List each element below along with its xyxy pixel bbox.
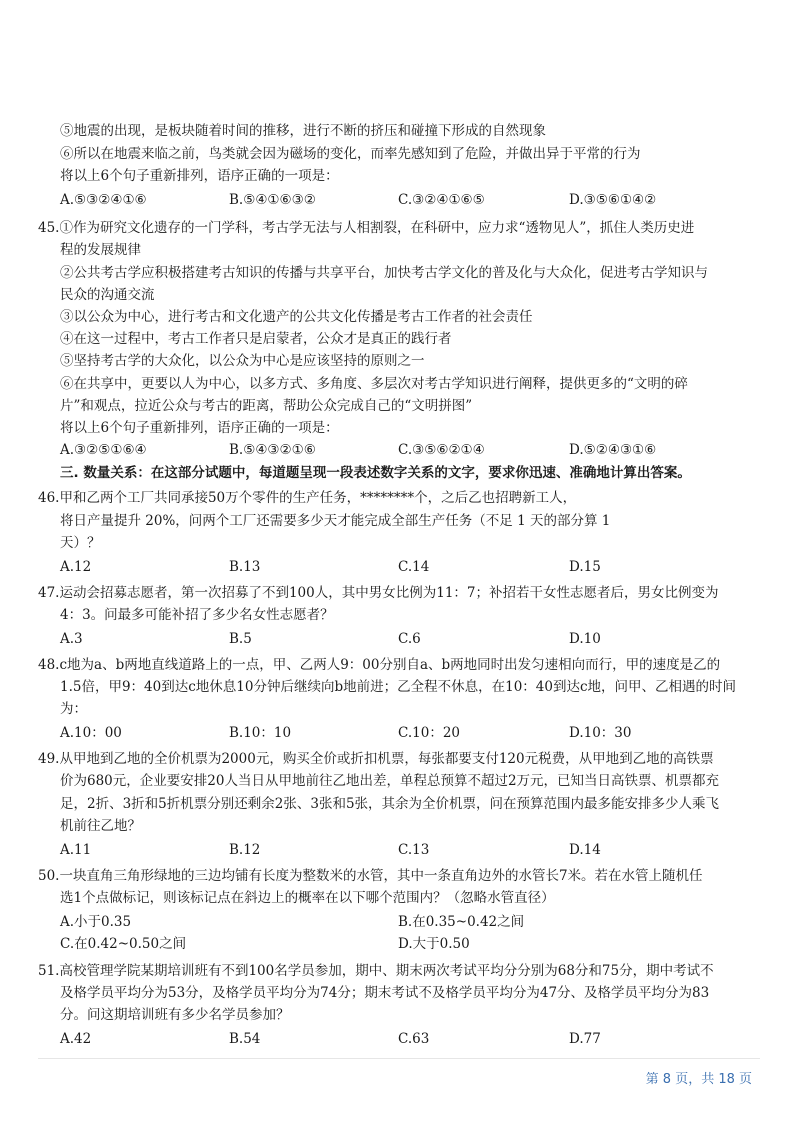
q51-option-b: B.54 (229, 1031, 261, 1047)
q45-line-5: ③以公众为中心，进行考古和文化遗产的公共文化传播是考古工作者的社会责任 (60, 309, 533, 325)
q49-line-1: 49.从甲地到乙地的全价机票为2000元，购买全价或折扣机票，每张都要支付120元税费，从甲地到乙地的高铁票 (38, 751, 714, 767)
q49-option-b: B.12 (229, 842, 261, 858)
q48-line-3: 为： (60, 701, 87, 717)
q46-option-d: D.15 (569, 559, 601, 575)
q51-line-3: 分。问这期培训班有多少名学员参加？ (60, 1007, 290, 1023)
q44-instruction: 将以上6个句子重新排列，语序正确的一项是： (60, 168, 339, 184)
q46-line-1: 46.甲和乙两个工厂共同承接50万个零件的生产任务，********个，之后乙也招聘新工人， (38, 490, 577, 506)
q45-line-3: ②公共考古学应积极搭建考古知识的传播与共享平台，加快考古学文化的普及化与大众化，促进考古学知识与 (60, 265, 708, 281)
q49-line-2: 价为680元，企业要安排20人当日从甲地前往乙地出差，单程总预算不超过2万元，已知当日高铁票、机票都充 (60, 773, 720, 789)
q48-option-c: C.10：20 (398, 725, 460, 741)
q51-line-2: 及格学员平均分为53分，及格学员平均分为74分；期末考试不及格学员平均分为47分、及格学员平均分为83 (60, 985, 710, 1001)
q50-option-b: B.在0.35~0.42之间 (398, 914, 525, 930)
q48-line-2: 1.5倍，甲9：40到达c地休息10分钟后继续向b地前进；乙全程不休息，在10：40到达c地，问甲、乙相遇的时间 (60, 679, 737, 695)
q47-line-1: 47.运动会招募志愿者，第一次招募了不到100人，其中男女比例为11：7；补招若干女性志愿者后，男女比例变为 (38, 585, 719, 601)
section-heading: 三. 数量关系：在这部分试题中，每道题呈现一段表述数字关系的文字，要求你迅速、准确地计算出答案。 (60, 465, 691, 481)
q47-option-b: B.5 (229, 631, 252, 647)
page-number: 第 8 页，共 18 页 (645, 1072, 752, 1087)
q44-option-b: B.⑤④①⑥③② (229, 192, 316, 208)
q50-line-2: 选1个点做标记，则该标记点在斜边上的概率在以下哪个范围内？（忽略水管直径） (60, 890, 555, 906)
q50-option-d: D.大于0.50 (398, 936, 470, 952)
q45-option-a: A.③②⑤①⑥④ (60, 442, 147, 458)
q49-line-3: 足，2折、3折和5折机票分别还剩余2张、3张和5张，其余为全价机票，问在预算范围内最多能安排多少人乘飞 (60, 796, 720, 812)
q51-option-c: C.63 (398, 1031, 430, 1047)
q44-sentence-6: ⑥所以在地震来临之前，鸟类就会因为磁场的变化，而率先感知到了危险，并做出异于平常的行为 (60, 146, 641, 162)
q46-option-b: B.13 (229, 559, 261, 575)
q45-line-6: ④在这一过程中，考古工作者只是启蒙者，公众才是真正的践行者 (60, 331, 452, 347)
q48-option-a: A.10：00 (60, 725, 122, 741)
q48-option-b: B.10：10 (229, 725, 292, 741)
q45-line-8: ⑥在共享中，更要以人为中心，以多方式、多角度、多层次对考古学知识进行阐释，提供更多的“文明的碎 (60, 376, 688, 392)
q45-line-2: 程的发展规律 (60, 242, 141, 258)
q46-line-3: 天）？ (60, 535, 101, 551)
q47-line-2: 4：3。问最多可能补招了多少名女性志愿者？ (60, 607, 334, 623)
footer-divider (38, 1058, 760, 1059)
q51-line-1: 51.高校管理学院某期培训班有不到100名学员参加，期中、期末两次考试平均分分别为68分和75分，期中考试不 (38, 963, 714, 979)
q51-option-d: D.77 (569, 1031, 601, 1047)
q45-line-7: ⑤坚持考古学的大众化，以公众为中心是应该坚持的原则之一 (60, 353, 425, 369)
q51-option-a: A.42 (60, 1031, 92, 1047)
q44-option-a: A.⑤③②④①⑥ (60, 192, 147, 208)
q46-option-c: C.14 (398, 559, 430, 575)
q47-option-c: C.6 (398, 631, 421, 647)
q46-line-2: 将日产量提升 20%，问两个工厂还需要多少天才能完成全部生产任务（不足 1 天的部分算 1 (60, 513, 611, 529)
q45-line-4: 民众的沟通交流 (60, 287, 155, 303)
q45-option-c: C.③⑤⑥②①④ (398, 442, 485, 458)
q49-option-c: C.13 (398, 842, 430, 858)
q45-line-9: 片”和观点，拉近公众与考古的距离，帮助公众完成自己的“文明拼图” (60, 398, 473, 414)
q49-line-4: 机前往乙地？ (60, 818, 141, 834)
q47-option-d: D.10 (569, 631, 601, 647)
q44-option-c: C.③②④①⑥⑤ (398, 192, 485, 208)
q49-option-a: A.11 (60, 842, 92, 858)
q50-line-1: 50.一块直角三角形绿地的三边均铺有长度为整数米的水管，其中一条直角边外的水管长7米。若在水管上随机任 (38, 868, 703, 884)
q44-option-d: D.③⑤⑥①④② (569, 192, 657, 208)
q45-line-1: 45.①作为研究文化遗存的一门学科，考古学无法与人相割裂，在科研中，应力求“透物见人”，抓住人类历史进 (38, 220, 695, 236)
q50-option-c: C.在0.42~0.50之间 (60, 936, 187, 952)
q48-line-1: 48.c地为a、b两地直线道路上的一点，甲、乙两人9：00分别自a、b两地同时出发匀速相向而行，甲的速度是乙的 (38, 657, 721, 673)
q46-option-a: A.12 (60, 559, 92, 575)
q48-option-d: D.10：30 (569, 725, 632, 741)
q50-option-a: A.小于0.35 (60, 914, 132, 930)
q44-sentence-5: ⑤地震的出现，是板块随着时间的推移，进行不断的挤压和碰撞下形成的自然现象 (60, 123, 546, 139)
q45-option-b: B.⑤④③②①⑥ (229, 442, 316, 458)
q45-instruction: 将以上6个句子重新排列，语序正确的一项是： (60, 420, 339, 436)
q45-option-d: D.⑤②④③①⑥ (569, 442, 657, 458)
q47-option-a: A.3 (60, 631, 83, 647)
q49-option-d: D.14 (569, 842, 601, 858)
